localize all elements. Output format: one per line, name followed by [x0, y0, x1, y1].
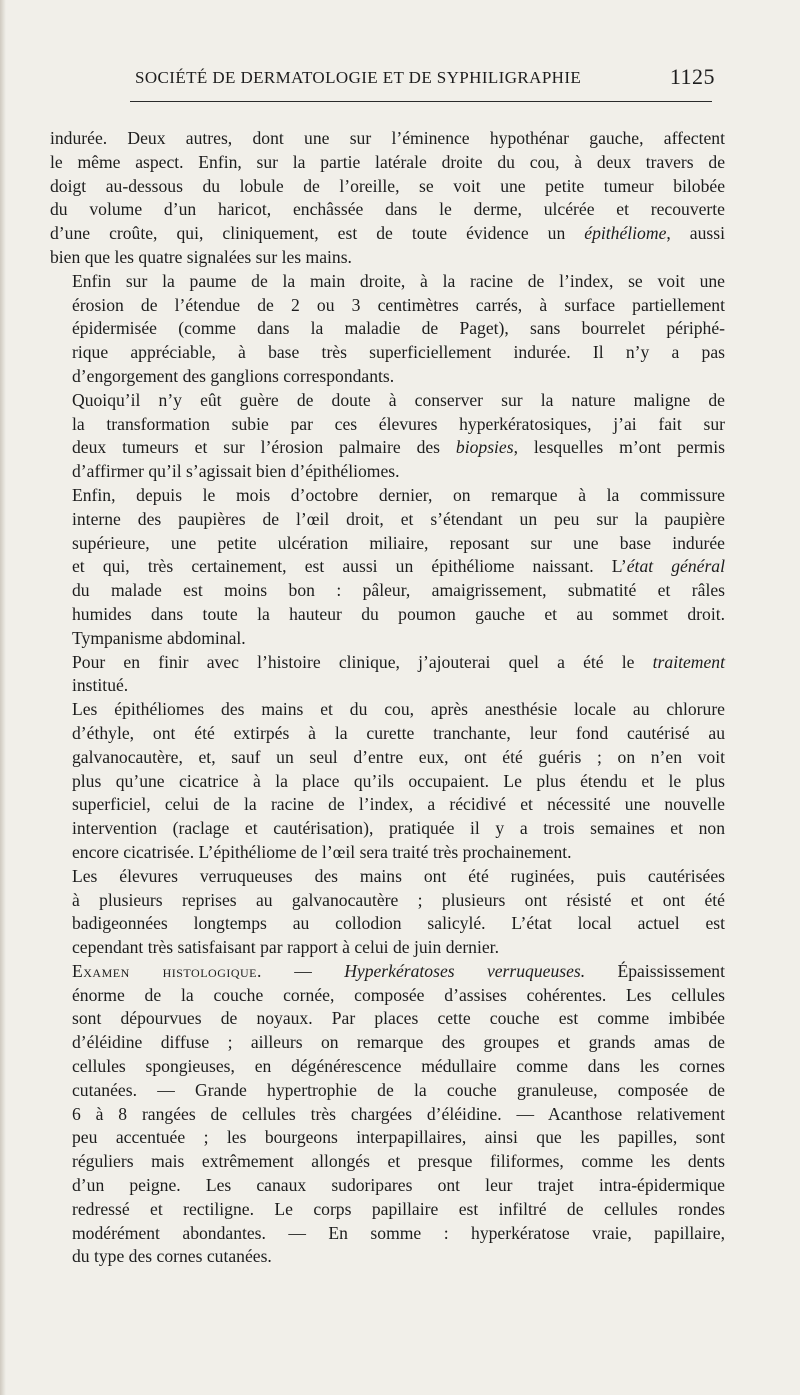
text-line: du volume d’un haricot, enchâssée dans le derme, ulcérée et recouverte — [50, 199, 725, 220]
paragraph-5 — [50, 651, 725, 699]
text-line: à plusieurs reprises au galvanocautère ; plusieurs ont résisté et ont été — [72, 889, 725, 910]
text-line: la transformation subie par ces élevures hyperkératosiques, j’ai fait sur — [72, 413, 725, 434]
text-line: d’engorgement des ganglions correspondants. — [72, 365, 395, 386]
paragraph-4 — [50, 484, 725, 651]
text-line: d’une croûte, qui, cliniquement, est de toute évidence un épithéliome, aussi — [50, 223, 725, 244]
text-line: Quoiqu’il n’y eût guère de doute à conserver sur la nature maligne de — [72, 389, 725, 410]
text-line: humides dans toute la hauteur du poumon gauche et au sommet droit. — [72, 603, 725, 624]
text-line: Tympanisme abdominal. — [72, 627, 246, 648]
paragraph-1 — [50, 127, 725, 270]
text-line: le même aspect. Enfin, sur la partie latérale droite du cou, à deux travers de — [50, 151, 725, 172]
text-line: énorme de la couche cornée, composée d’assises cohérentes. Les cellules — [72, 984, 725, 1005]
header-rule — [130, 101, 712, 102]
text-line: redressé et rectiligne. Le corps papillaire est infiltré de cellules rondes — [72, 1198, 725, 1219]
text-line: institué. — [72, 675, 129, 696]
text-line: deux tumeurs et sur l’érosion palmaire des biopsies, lesquelles m’ont permis — [72, 437, 725, 458]
text-line: d’éthyle, ont été extirpés à la curette tranchante, leur fond cautérisé au — [72, 722, 725, 743]
text-line: sont dépourvues de noyaux. Par places cette couche est comme imbibée — [72, 1008, 725, 1029]
body-text — [50, 127, 725, 1269]
text-line: indurée. Deux autres, dont une sur l’éminence hypothénar gauche, affectent — [50, 128, 725, 148]
running-title: SOCIÉTÉ DE DERMATOLOGIE ET DE SYPHILIGRAPHIE — [135, 68, 582, 87]
text-line: et qui, très certainement, est aussi un épithéliome naissant. L’état général — [72, 556, 725, 577]
text-line: du malade est moins bon : pâleur, amaigrissement, submatité et râles — [72, 580, 725, 601]
text-line: interne des paupières de l’œil droit, et s’étendant un peu sur la paupière — [72, 508, 725, 529]
text-line: Enfin, depuis le mois d’octobre dernier, on remarque à la commissure — [72, 484, 725, 505]
text-line: plus qu’une cicatrice à la place qu’ils occupaient. Le plus étendu et le plus — [72, 770, 725, 791]
paragraph-8 — [50, 960, 725, 1269]
text-line: Enfin sur la paume de la main droite, à la racine de l’index, se voit une — [72, 270, 725, 291]
text-line: cutanées. — Grande hypertrophie de la couche granuleuse, composée de — [72, 1079, 725, 1100]
text-line: cependant très satisfaisant par rapport à celui de juin dernier. — [72, 937, 499, 958]
text-line: Les élevures verruqueuses des mains ont été ruginées, puis cautérisées — [72, 865, 725, 886]
italic-term: épithéliome — [584, 223, 667, 244]
text-line: superficiel, celui de la racine de l’index, a récidivé et nécessité une nouvelle — [72, 794, 725, 815]
text-line: Les épithéliomes des mains et du cou, après anesthésie locale au chlorure — [72, 699, 725, 720]
text-line: 6 à 8 rangées de cellules très chargées d’éléidine. — Acanthose relativement — [72, 1103, 725, 1124]
text-line: épidermisée (comme dans la maladie de Paget), sans bourrelet périphé- — [72, 318, 725, 339]
text-line: intervention (raclage et cautérisation), pratiquée il y a trois semaines et non — [72, 818, 725, 839]
italic-term: biopsies — [455, 437, 514, 458]
text-line: réguliers mais extrêmement allongés et presque filiformes, comme les dents — [72, 1151, 725, 1172]
section-heading: Examen histologique. — [72, 960, 262, 981]
text-line: d’éléidine diffuse ; ailleurs on remarque des groupes et grands amas de — [72, 1032, 725, 1053]
text-line: Examen histologique. — Hyperkératoses verruqueuses. Épaississement — [72, 960, 725, 981]
text-line: badigeonnées longtemps au collodion salicylé. L’état local actuel est — [72, 913, 725, 934]
italic-term: Hyperkératoses verruqueuses. — [344, 960, 586, 981]
text-line: modérément abondantes. — En somme : hyperkératose vraie, papillaire, — [72, 1222, 725, 1243]
paragraph-6 — [50, 698, 725, 865]
text-line: cellules spongieuses, en dégénérescence médullaire comme dans les cornes — [72, 1056, 725, 1077]
text-line: encore cicatrisée. L’épithéliome de l’œil sera traité très prochainement. — [72, 841, 572, 862]
text-line: rique appréciable, à base très superficiellement indurée. Il n’y a pas — [72, 342, 725, 363]
text-line: érosion de l’étendue de 2 ou 3 centimètres carrés, à surface partiellement — [72, 294, 725, 315]
text-line: d’affirmer qu’il s’agissait bien d’épithéliomes. — [72, 461, 400, 482]
paragraph-7 — [50, 865, 725, 960]
italic-term: traitement — [652, 651, 725, 672]
page-edge — [0, 0, 6, 1395]
text-line: d’un peigne. Les canaux sudoripares ont leur trajet intra-épidermique — [72, 1175, 725, 1196]
running-head — [125, 66, 715, 94]
page-number: 1125 — [669, 64, 715, 89]
text-line: bien que les quatre signalées sur les mains. — [50, 246, 352, 267]
paragraph-2 — [50, 270, 725, 389]
text-line: Pour en finir avec l’histoire clinique, j’ajouterai quel a été le traitement — [72, 651, 725, 672]
text-line: peu accentuée ; les bourgeons interpapillaires, ainsi que les papilles, sont — [72, 1127, 725, 1148]
italic-term: état général — [626, 556, 725, 577]
paragraph-3 — [50, 389, 725, 484]
text-line: du type des cornes cutanées. — [72, 1246, 272, 1267]
text-line: galvanocautère, et, sauf un seul d’entre eux, ont été guéris ; on n’en voit — [72, 746, 725, 767]
text-line: doigt au-dessous du lobule de l’oreille, se voit une petite tumeur bilobée — [50, 175, 725, 196]
text-line: supérieure, une petite ulcération miliaire, reposant sur une base indurée — [72, 532, 725, 553]
